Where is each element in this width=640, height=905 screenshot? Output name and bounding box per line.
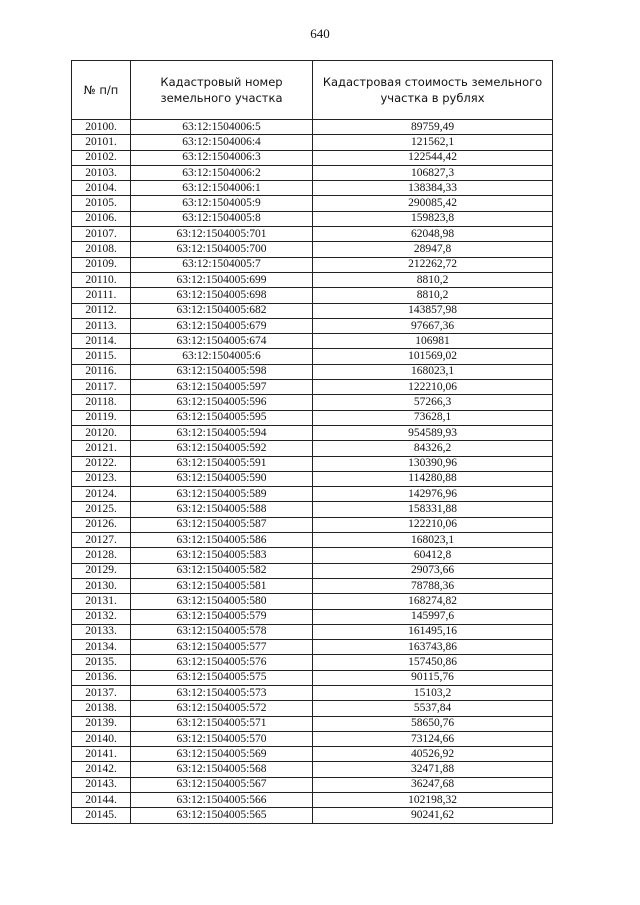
cell-cadastral-number: 63:12:1504005:7 (131, 257, 313, 272)
cell-row-number: 20123. (72, 471, 131, 486)
cell-row-number: 20136. (72, 670, 131, 685)
cell-cadastral-number: 63:12:1504005:586 (131, 533, 313, 548)
cell-row-number: 20120. (72, 425, 131, 440)
cell-cadastral-value: 90241,62 (313, 808, 553, 823)
cell-row-number: 20127. (72, 533, 131, 548)
table-row (72, 227, 553, 242)
cell-cadastral-number: 63:12:1504005:591 (131, 456, 313, 471)
page-number: 640 (310, 26, 330, 41)
cell-row-number: 20125. (72, 502, 131, 517)
cell-row-number: 20139. (72, 716, 131, 731)
cell-cadastral-number: 63:12:1504005:577 (131, 640, 313, 655)
cell-cadastral-value: 57266,3 (313, 395, 553, 410)
cell-cadastral-value: 168023,1 (313, 533, 553, 548)
cell-cadastral-value: 73628,1 (313, 410, 553, 425)
cell-cadastral-number: 63:12:1504005:596 (131, 395, 313, 410)
cell-row-number: 20143. (72, 777, 131, 792)
table-row (72, 594, 553, 609)
cell-cadastral-number: 63:12:1504005:595 (131, 410, 313, 425)
cell-row-number: 20117. (72, 380, 131, 395)
table-row (72, 211, 553, 226)
cell-row-number: 20124. (72, 487, 131, 502)
cell-cadastral-number: 63:12:1504005:583 (131, 548, 313, 563)
table-row (72, 456, 553, 471)
cell-cadastral-number: 63:12:1504005:674 (131, 334, 313, 349)
cell-cadastral-value: 8810,2 (313, 272, 553, 287)
cell-cadastral-value: 58650,76 (313, 716, 553, 731)
cell-row-number: 20128. (72, 548, 131, 563)
cell-row-number: 20100. (72, 120, 131, 135)
table-row (72, 777, 553, 792)
table-row (72, 548, 553, 563)
cell-cadastral-number: 63:12:1504005:582 (131, 563, 313, 578)
cell-cadastral-number: 63:12:1504005:578 (131, 624, 313, 639)
table-row (72, 808, 553, 823)
table-row (72, 655, 553, 670)
table-row (72, 533, 553, 548)
cell-cadastral-value: 143857,98 (313, 303, 553, 318)
table-body (72, 120, 553, 824)
cell-cadastral-number: 63:12:1504005:571 (131, 716, 313, 731)
table-row (72, 762, 553, 777)
cell-cadastral-number: 63:12:1504005:598 (131, 364, 313, 379)
table-row (72, 609, 553, 624)
cell-row-number: 20135. (72, 655, 131, 670)
cell-cadastral-number: 63:12:1504005:570 (131, 731, 313, 746)
header-cadastral-value: Кадастровая стоимость земельного участка в рублях (313, 61, 553, 120)
table-row (72, 578, 553, 593)
cell-cadastral-number: 63:12:1504005:589 (131, 487, 313, 502)
table-row (72, 517, 553, 532)
table-row (72, 303, 553, 318)
cell-cadastral-value: 29073,66 (313, 563, 553, 578)
cell-row-number: 20144. (72, 793, 131, 808)
cell-cadastral-value: 28947,8 (313, 242, 553, 257)
cell-cadastral-number: 63:12:1504005:587 (131, 517, 313, 532)
cell-row-number: 20105. (72, 196, 131, 211)
header-row-number: № п/п (72, 61, 131, 120)
cell-cadastral-number: 63:12:1504005:567 (131, 777, 313, 792)
cell-cadastral-value: 102198,32 (313, 793, 553, 808)
cell-cadastral-number: 63:12:1504005:679 (131, 318, 313, 333)
cell-row-number: 20121. (72, 441, 131, 456)
cell-cadastral-number: 63:12:1504005:701 (131, 227, 313, 242)
cell-cadastral-number: 63:12:1504005:566 (131, 793, 313, 808)
cell-cadastral-value: 97667,36 (313, 318, 553, 333)
cell-cadastral-value: 73124,66 (313, 731, 553, 746)
table-row (72, 288, 553, 303)
cell-row-number: 20110. (72, 272, 131, 287)
cadastral-value-table (71, 60, 553, 824)
table-row (72, 120, 553, 135)
cell-row-number: 20108. (72, 242, 131, 257)
cell-row-number: 20133. (72, 624, 131, 639)
cell-cadastral-number: 63:12:1504005:590 (131, 471, 313, 486)
cell-cadastral-number: 63:12:1504006:4 (131, 135, 313, 150)
cell-row-number: 20145. (72, 808, 131, 823)
cell-cadastral-value: 32471,88 (313, 762, 553, 777)
table-row (72, 135, 553, 150)
cell-cadastral-value: 145997,6 (313, 609, 553, 624)
table-row (72, 640, 553, 655)
cell-cadastral-number: 63:12:1504005:700 (131, 242, 313, 257)
cell-cadastral-value: 106981 (313, 334, 553, 349)
cell-cadastral-number: 63:12:1504005:565 (131, 808, 313, 823)
table-row (72, 364, 553, 379)
cell-row-number: 20115. (72, 349, 131, 364)
table-row (72, 747, 553, 762)
cell-row-number: 20126. (72, 517, 131, 532)
cell-cadastral-value: 168274,82 (313, 594, 553, 609)
table-row (72, 165, 553, 180)
cell-cadastral-value: 84326,2 (313, 441, 553, 456)
cell-cadastral-number: 63:12:1504005:592 (131, 441, 313, 456)
cell-cadastral-value: 122544,42 (313, 150, 553, 165)
table-row (72, 716, 553, 731)
cell-cadastral-value: 121562,1 (313, 135, 553, 150)
cell-row-number: 20130. (72, 578, 131, 593)
cell-row-number: 20142. (72, 762, 131, 777)
cell-cadastral-value: 954589,93 (313, 425, 553, 440)
cell-row-number: 20106. (72, 211, 131, 226)
cell-cadastral-value: 157450,86 (313, 655, 553, 670)
cell-cadastral-value: 60412,8 (313, 548, 553, 563)
table-row (72, 395, 553, 410)
table-row (72, 349, 553, 364)
cell-row-number: 20118. (72, 395, 131, 410)
cell-cadastral-value: 8810,2 (313, 288, 553, 303)
cell-cadastral-value: 130390,96 (313, 456, 553, 471)
table-row (72, 731, 553, 746)
cell-row-number: 20113. (72, 318, 131, 333)
table-row (72, 487, 553, 502)
cell-cadastral-number: 63:12:1504005:576 (131, 655, 313, 670)
cell-cadastral-value: 40526,92 (313, 747, 553, 762)
cell-cadastral-number: 63:12:1504005:698 (131, 288, 313, 303)
table-row (72, 334, 553, 349)
cell-cadastral-number: 63:12:1504005:6 (131, 349, 313, 364)
table-row (72, 318, 553, 333)
table-row (72, 624, 553, 639)
table-row (72, 670, 553, 685)
cell-cadastral-value: 168023,1 (313, 364, 553, 379)
cell-cadastral-value: 5537,84 (313, 701, 553, 716)
cell-row-number: 20119. (72, 410, 131, 425)
cell-row-number: 20111. (72, 288, 131, 303)
cell-cadastral-number: 63:12:1504005:9 (131, 196, 313, 211)
header-cadastral-number: Кадастровый номер земельного участка (131, 61, 313, 120)
table-row (72, 793, 553, 808)
cell-cadastral-value: 15103,2 (313, 685, 553, 700)
cell-cadastral-value: 142976,96 (313, 487, 553, 502)
table-row (72, 272, 553, 287)
cell-cadastral-number: 63:12:1504005:699 (131, 272, 313, 287)
cell-cadastral-value: 101569,02 (313, 349, 553, 364)
cell-cadastral-number: 63:12:1504005:594 (131, 425, 313, 440)
cell-cadastral-number: 63:12:1504005:575 (131, 670, 313, 685)
cell-row-number: 20102. (72, 150, 131, 165)
cell-cadastral-value: 78788,36 (313, 578, 553, 593)
table-header-row (72, 61, 553, 120)
cell-cadastral-number: 63:12:1504005:572 (131, 701, 313, 716)
cell-row-number: 20116. (72, 364, 131, 379)
cell-row-number: 20112. (72, 303, 131, 318)
table-row (72, 425, 553, 440)
cell-cadastral-number: 63:12:1504005:597 (131, 380, 313, 395)
cell-row-number: 20140. (72, 731, 131, 746)
cell-row-number: 20138. (72, 701, 131, 716)
table-row (72, 380, 553, 395)
cell-row-number: 20122. (72, 456, 131, 471)
cell-cadastral-value: 114280,88 (313, 471, 553, 486)
cell-cadastral-value: 290085,42 (313, 196, 553, 211)
table-row (72, 701, 553, 716)
cell-cadastral-value: 212262,72 (313, 257, 553, 272)
cell-cadastral-number: 63:12:1504005:682 (131, 303, 313, 318)
cell-cadastral-value: 106827,3 (313, 165, 553, 180)
cell-row-number: 20131. (72, 594, 131, 609)
cell-cadastral-number: 63:12:1504006:2 (131, 165, 313, 180)
cell-row-number: 20104. (72, 181, 131, 196)
cell-cadastral-value: 122210,06 (313, 517, 553, 532)
cell-row-number: 20114. (72, 334, 131, 349)
cell-row-number: 20134. (72, 640, 131, 655)
cell-cadastral-number: 63:12:1504005:573 (131, 685, 313, 700)
cell-row-number: 20132. (72, 609, 131, 624)
cell-cadastral-number: 63:12:1504006:5 (131, 120, 313, 135)
cell-row-number: 20129. (72, 563, 131, 578)
cell-cadastral-value: 163743,86 (313, 640, 553, 655)
cell-cadastral-value: 62048,98 (313, 227, 553, 242)
table-row (72, 471, 553, 486)
cell-cadastral-number: 63:12:1504005:579 (131, 609, 313, 624)
cell-cadastral-number: 63:12:1504006:1 (131, 181, 313, 196)
cell-cadastral-number: 63:12:1504005:8 (131, 211, 313, 226)
table-row (72, 410, 553, 425)
cell-cadastral-value: 159823,8 (313, 211, 553, 226)
table-row (72, 563, 553, 578)
cell-cadastral-value: 138384,33 (313, 181, 553, 196)
cell-cadastral-value: 122210,06 (313, 380, 553, 395)
cell-cadastral-value: 90115,76 (313, 670, 553, 685)
table-row (72, 196, 553, 211)
cell-row-number: 20141. (72, 747, 131, 762)
cell-cadastral-number: 63:12:1504005:580 (131, 594, 313, 609)
cell-cadastral-value: 36247,68 (313, 777, 553, 792)
table-row (72, 257, 553, 272)
table-row (72, 502, 553, 517)
table-row (72, 242, 553, 257)
cell-row-number: 20137. (72, 685, 131, 700)
cell-cadastral-number: 63:12:1504006:3 (131, 150, 313, 165)
cell-row-number: 20109. (72, 257, 131, 272)
cell-cadastral-number: 63:12:1504005:581 (131, 578, 313, 593)
table-row (72, 441, 553, 456)
cell-row-number: 20103. (72, 165, 131, 180)
table-row (72, 150, 553, 165)
cell-row-number: 20107. (72, 227, 131, 242)
table-row (72, 685, 553, 700)
cell-cadastral-value: 158331,88 (313, 502, 553, 517)
cell-cadastral-number: 63:12:1504005:569 (131, 747, 313, 762)
cell-cadastral-number: 63:12:1504005:568 (131, 762, 313, 777)
cell-cadastral-number: 63:12:1504005:588 (131, 502, 313, 517)
table-row (72, 181, 553, 196)
cell-cadastral-value: 161495,16 (313, 624, 553, 639)
cell-cadastral-value: 89759,49 (313, 120, 553, 135)
cell-row-number: 20101. (72, 135, 131, 150)
